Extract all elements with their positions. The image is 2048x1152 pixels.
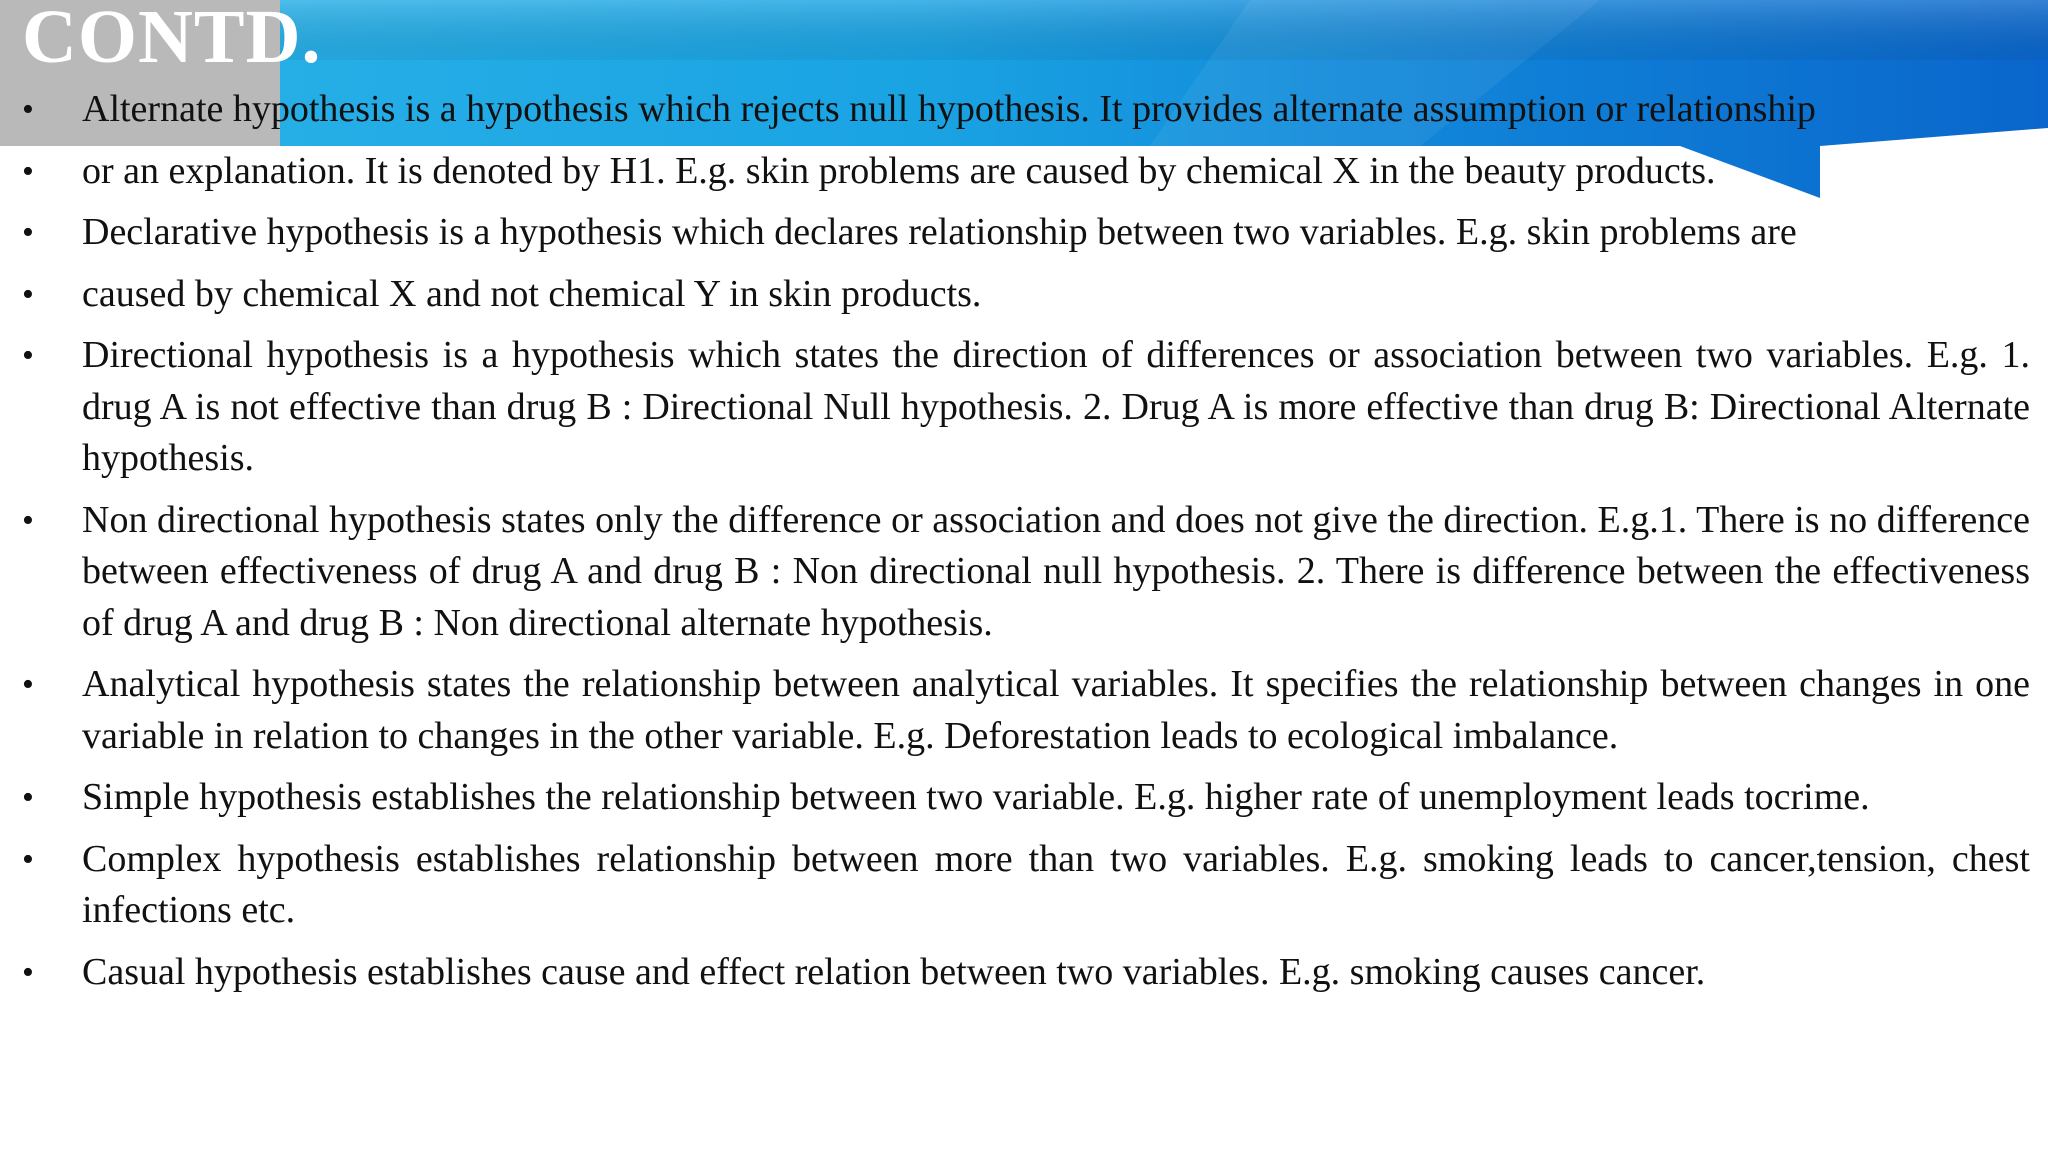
bullet-item (0, 269, 2030, 321)
bullet-dot-icon: • (22, 337, 34, 374)
bullet-list (0, 84, 2030, 998)
bullet-text: Directional hypothesis is a hypothesis which states the direction of differences or association between two variables. E.g. 1. drug A is not effective than drug B : Directional Null hypothesis. 2. Drug A is more effective than drug B: Directional Alternate hypothesis. (82, 334, 2030, 479)
bullet-text: caused by chemical X and not chemical Y in skin products. (82, 272, 982, 315)
bullet-item (0, 834, 2030, 937)
bullet-dot-icon: • (22, 840, 34, 878)
bullet-text: Complex hypothesis establishes relationship between more than two variables. E.g. smoking leads to cancer,tension, chest infections etc. (82, 837, 2030, 931)
bullet-dot-icon: • (22, 666, 34, 703)
bullet-dot-icon: • (22, 953, 34, 991)
bullet-dot-icon: • (22, 91, 34, 128)
bullet-item (0, 146, 2030, 198)
bullet-dot-icon: • (22, 152, 34, 190)
bullet-dot-icon: • (22, 501, 34, 539)
bullet-text: or an explanation. It is denoted by H1. E.g. skin problems are caused by chemical X in the beauty products. (82, 149, 1716, 192)
bullet-text: Declarative hypothesis is a hypothesis which declares relationship between two variables. E.g. skin problems are (82, 211, 1797, 253)
bullet-text: Alternate hypothesis is a hypothesis which rejects null hypothesis. It provides alternate assumption or relationship (82, 88, 1816, 130)
slide-title: CONTD. (22, 0, 322, 79)
bullet-text: Non directional hypothesis states only the difference or association and does not give the direction. E.g.1. There is no difference between effectiveness of drug A and drug B : Non directional null hypothesis. 2. There is difference between the effectiveness of drug A and drug B : Non directional alternate hypothesis. (82, 498, 2030, 644)
bullet-text: Analytical hypothesis states the relationship between analytical variables. It specifies the relationship between changes in one variable in relation to changes in the other variable. E.g. Deforestation leads to ecological imbalance. (82, 663, 2030, 757)
bullet-item (0, 772, 2030, 824)
slide-content (0, 84, 2030, 1008)
bullet-dot-icon: • (22, 214, 34, 251)
bullet-item (0, 947, 2030, 999)
bullet-item (0, 495, 2030, 650)
bullet-dot-icon: • (22, 275, 34, 313)
bullet-item (0, 659, 2030, 762)
bullet-dot-icon: • (22, 779, 34, 816)
bullet-item (0, 330, 2030, 485)
bullet-text: Casual hypothesis establishes cause and effect relation between two variables. E.g. smoking causes cancer. (82, 950, 1706, 993)
bullet-item (0, 84, 2030, 136)
bullet-item (0, 207, 2030, 259)
bullet-text: Simple hypothesis establishes the relationship between two variable. E.g. higher rate of unemployment leads tocrime. (82, 776, 1870, 818)
